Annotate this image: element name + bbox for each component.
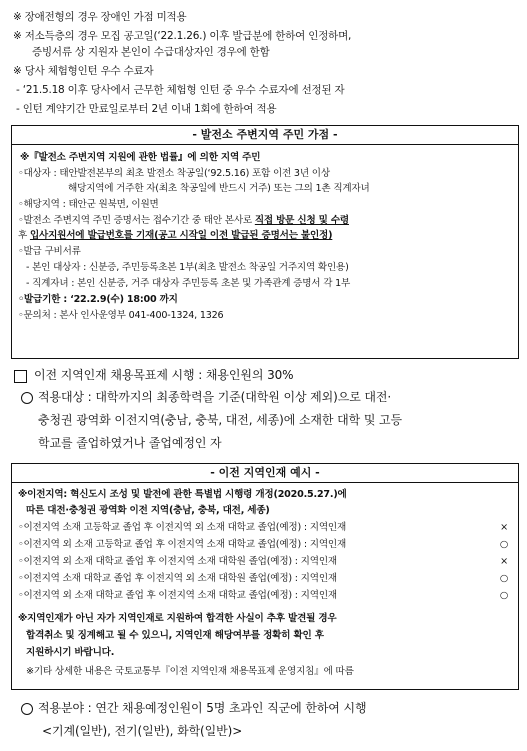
resident-law: ※『발전소 주변지역 지원에 관한 법률』에 의한 지역 주민 bbox=[20, 152, 261, 163]
example-text: ◦이전지역 소재 고등학교 졸업 후 이전지역 외 소재 대학교 졸업(예정) : 지역인재 bbox=[18, 522, 347, 533]
note-disability: ※ 장애전형의 경우 장애인 가점 미적용 bbox=[13, 11, 187, 23]
example-mark: ○ bbox=[499, 573, 508, 584]
guideline-note: ※기타 상세한 내용은 국토교통부『이전 지역인재 채용목표제 운영지침』에 따름 bbox=[26, 666, 354, 677]
scope-line-3: 학교를 졸업하였거나 졸업예정인 자 bbox=[38, 436, 222, 450]
regional-law-2: 따른 대전·충청권 광역화 이전 지역(충남, 충북, 대전, 세종) bbox=[26, 505, 270, 516]
example-text: ◦이전지역 외 소재 대학교 졸업 후 이전지역 소재 대학원 졸업(예정) : 지역인재 bbox=[18, 556, 337, 567]
resident-deadline: ◦발급기한 : ‘22.2.9(수) 18:00 까지 bbox=[18, 294, 178, 305]
warning-line-1: ※지역인재가 아닌 자가 지역인재로 지원하여 합격한 사실이 추후 발견될 경우 bbox=[18, 613, 337, 624]
resident-certificate bbox=[18, 214, 349, 227]
note-intern: ※ 당사 체험형인턴 우수 수료자 bbox=[13, 65, 154, 77]
note-low-income-cont: 증빙서류 상 지원자 본인이 수급대상자인 경우에 한함 bbox=[32, 46, 270, 58]
example-row bbox=[18, 589, 510, 602]
warning-line-3: 지원하시기 바랍니다. bbox=[26, 647, 115, 658]
note-intern-criteria: - ‘21.5.18 이후 당사에서 근무한 체험형 인턴 중 우수 수료자에 선정된 자 bbox=[16, 84, 345, 96]
resident-docs-heading: ◦발급 구비서류 bbox=[18, 246, 81, 257]
scope-bullet bbox=[21, 392, 33, 404]
example-mark: × bbox=[500, 556, 508, 567]
resident-bonus-box bbox=[11, 125, 519, 359]
note-intern-limit: - 인턴 계약기간 만료일로부터 2년 이내 1회에 한하여 적용 bbox=[16, 103, 277, 115]
section-heading: 이전 지역인재 채용목표제 시행 : 채용인원의 30% bbox=[34, 368, 294, 382]
resident-certificate-visit: 직접 방문 신청 및 수령 bbox=[254, 215, 349, 226]
example-mark: ○ bbox=[499, 539, 508, 550]
resident-certificate-number: 입사지원서에 발급번호를 기재(공고 시작일 이전 발급된 증명서는 불인정) bbox=[29, 230, 333, 241]
scope-line-2: 충청권 광역화 이전지역(충남, 충북, 대전, 세종)에 소재한 대학 및 고등 bbox=[38, 413, 403, 427]
example-mark: ○ bbox=[499, 590, 508, 601]
resident-target-cont: 해당지역에 거주한 자(최초 착공일에 반드시 거주) 또는 그의 1촌 직계자녀 bbox=[68, 183, 370, 194]
field-line-2: <기계(일반), 전기(일반), 화학(일반)> bbox=[42, 724, 243, 738]
example-row bbox=[18, 538, 510, 551]
scope-line-1: 적용대상 : 대학까지의 최종학력을 기준(대학원 이상 제외)으로 대전· bbox=[38, 390, 392, 404]
resident-certificate-text: ◦발전소 주변지역 주민 증명서는 접수기간 중 태안 본사로 bbox=[18, 215, 252, 226]
field-line-1: 적용분야 : 연간 채용예정인원이 5명 초과인 직군에 한하여 시행 bbox=[38, 701, 367, 715]
resident-bonus-title: - 발전소 주변지역 주민 가점 - bbox=[12, 126, 518, 145]
resident-docs-self: - 본인 대상자 : 신분증, 주민등록초본 1부(최초 발전소 착공일 거주지역 확인용) bbox=[26, 262, 349, 273]
example-mark: × bbox=[500, 522, 508, 533]
warning-line-2: 합격취소 및 징계해고 될 수 있으니, 지역인재 해당여부를 정확히 확인 후 bbox=[26, 630, 324, 641]
resident-certificate-cont bbox=[18, 229, 332, 242]
example-text: ◦이전지역 외 소재 고등학교 졸업 후 이전지역 소재 대학교 졸업(예정) : 지역인재 bbox=[18, 539, 347, 550]
resident-area: ◦해당지역 : 태안군 원북면, 이원면 bbox=[18, 199, 159, 210]
resident-target: ◦대상자 : 태안발전본부의 최초 발전소 착공일(‘92.5.16) 포함 이전 3년 이상 bbox=[18, 168, 330, 179]
field-bullet bbox=[21, 703, 33, 715]
resident-certificate-after: 후 bbox=[18, 230, 28, 241]
example-text: ◦이전지역 소재 대학교 졸업 후 이전지역 외 소재 대학원 졸업(예정) : 지역인재 bbox=[18, 573, 337, 584]
example-text: ◦이전지역 외 소재 대학교 졸업 후 이전지역 소재 대학교 졸업(예정) : 지역인재 bbox=[18, 590, 337, 601]
note-low-income: ※ 저소득층의 경우 모집 공고일(‘22.1.26.) 이후 발급분에 한하여 인정하며, bbox=[13, 30, 352, 42]
regional-law-1: ※이전지역: 혁신도시 조성 및 발전에 관한 특별법 시행령 개정(2020.5.27.)에 bbox=[18, 489, 347, 500]
resident-contact: ◦문의처 : 본사 인사운영부 041-400-1324, 1326 bbox=[18, 310, 224, 321]
example-row bbox=[18, 521, 510, 534]
resident-docs-child: - 직계자녀 : 본인 신분증, 거주 대상자 주민등록 초본 및 가족관계 증명서 각 1부 bbox=[26, 278, 351, 289]
example-row bbox=[18, 555, 510, 568]
example-row bbox=[18, 572, 510, 585]
regional-talent-box bbox=[11, 463, 519, 690]
regional-talent-title: - 이전 지역인재 예시 - bbox=[12, 464, 518, 483]
section-checkbox bbox=[14, 370, 27, 383]
